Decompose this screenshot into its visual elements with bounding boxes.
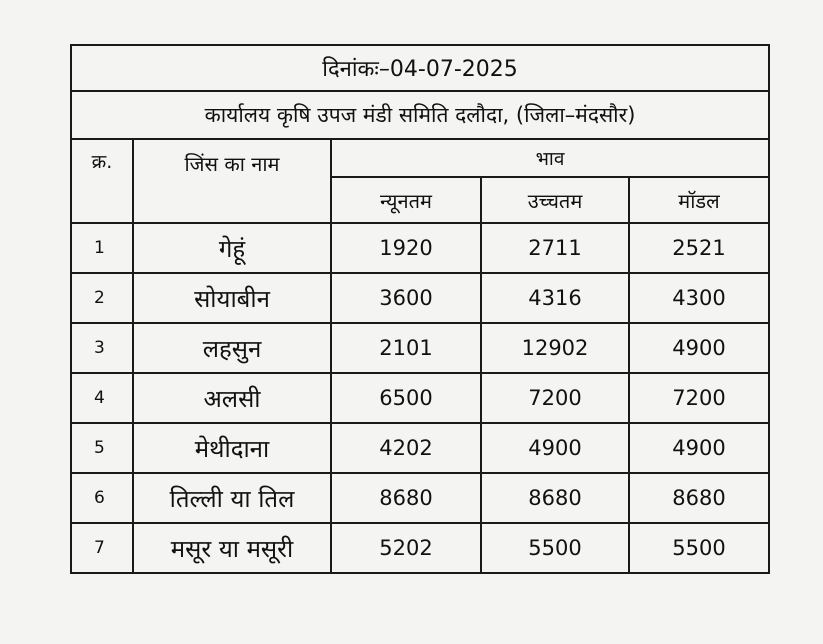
column-header-serial: क्र. bbox=[71, 139, 133, 223]
column-header-modal: मॉडल bbox=[629, 177, 769, 223]
row-max-price: 4316 bbox=[481, 273, 629, 323]
row-modal-price: 8680 bbox=[629, 473, 769, 523]
row-serial: 2 bbox=[71, 273, 133, 323]
row-modal-price: 4900 bbox=[629, 323, 769, 373]
row-max-price: 4900 bbox=[481, 423, 629, 473]
date-value: 04-07-2025 bbox=[389, 57, 518, 82]
date-header bbox=[71, 45, 769, 91]
office-title: कार्यालय कृषि उपज मंडी समिति दलौदा, (जिला–मंदसौर) bbox=[71, 91, 769, 139]
column-header-max: उच्चतम bbox=[481, 177, 629, 223]
row-modal-price: 4300 bbox=[629, 273, 769, 323]
row-serial: 1 bbox=[71, 223, 133, 273]
row-commodity: गेहूं bbox=[133, 223, 331, 273]
table-row bbox=[71, 423, 769, 473]
row-commodity: अलसी bbox=[133, 373, 331, 423]
row-min-price: 2101 bbox=[331, 323, 481, 373]
table-row bbox=[71, 373, 769, 423]
row-max-price: 12902 bbox=[481, 323, 629, 373]
row-commodity: मसूर या मसूरी bbox=[133, 523, 331, 573]
row-max-price: 2711 bbox=[481, 223, 629, 273]
table-row bbox=[71, 223, 769, 273]
column-header-min: न्यूनतम bbox=[331, 177, 481, 223]
date-label: दिनांकः– bbox=[322, 57, 390, 82]
row-min-price: 1920 bbox=[331, 223, 481, 273]
row-commodity: लहसुन bbox=[133, 323, 331, 373]
row-modal-price: 7200 bbox=[629, 373, 769, 423]
row-serial: 5 bbox=[71, 423, 133, 473]
row-serial: 7 bbox=[71, 523, 133, 573]
column-header-commodity: जिंस का नाम bbox=[133, 139, 331, 223]
row-min-price: 3600 bbox=[331, 273, 481, 323]
row-serial: 3 bbox=[71, 323, 133, 373]
row-min-price: 5202 bbox=[331, 523, 481, 573]
row-commodity: मेथीदाना bbox=[133, 423, 331, 473]
row-max-price: 5500 bbox=[481, 523, 629, 573]
row-modal-price: 5500 bbox=[629, 523, 769, 573]
table-row bbox=[71, 323, 769, 373]
table-row bbox=[71, 273, 769, 323]
row-commodity: सोयाबीन bbox=[133, 273, 331, 323]
row-serial: 6 bbox=[71, 473, 133, 523]
row-max-price: 8680 bbox=[481, 473, 629, 523]
row-serial: 4 bbox=[71, 373, 133, 423]
row-modal-price: 4900 bbox=[629, 423, 769, 473]
row-modal-price: 2521 bbox=[629, 223, 769, 273]
table-row bbox=[71, 473, 769, 523]
mandi-rate-table bbox=[70, 44, 770, 574]
row-max-price: 7200 bbox=[481, 373, 629, 423]
row-min-price: 6500 bbox=[331, 373, 481, 423]
row-min-price: 8680 bbox=[331, 473, 481, 523]
column-header-price: भाव bbox=[331, 139, 769, 177]
table-row bbox=[71, 523, 769, 573]
row-min-price: 4202 bbox=[331, 423, 481, 473]
row-commodity: तिल्ली या तिल bbox=[133, 473, 331, 523]
